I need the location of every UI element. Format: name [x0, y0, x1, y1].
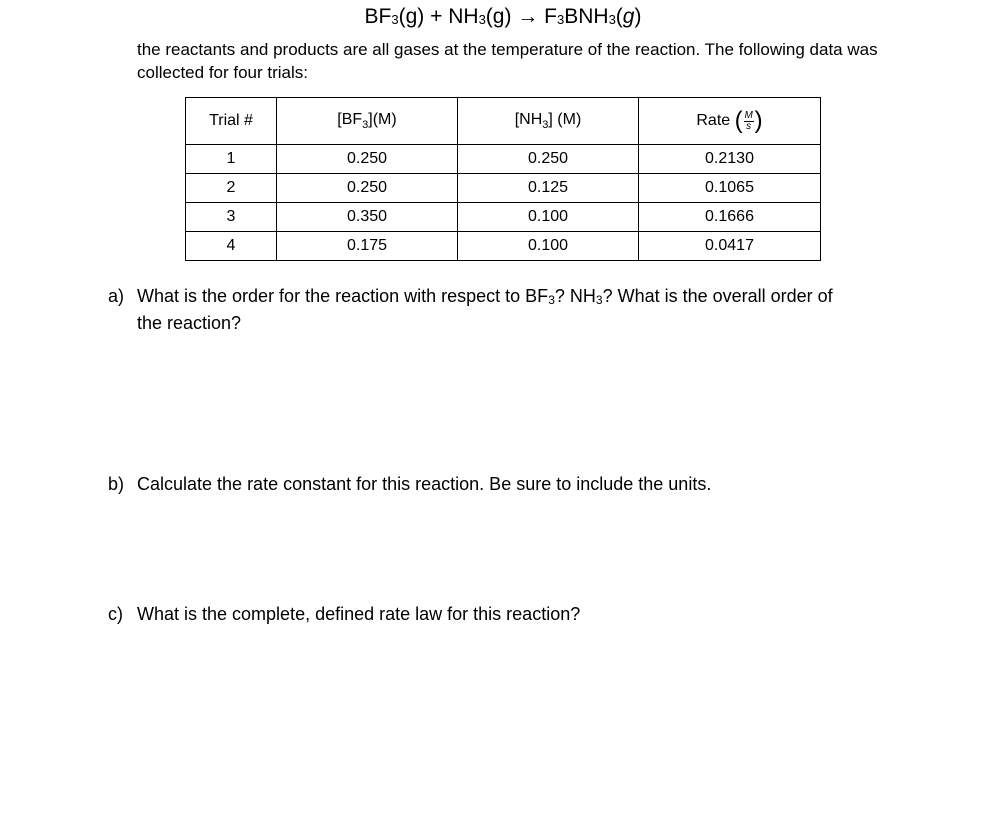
cell-nh3: 0.125	[458, 174, 639, 203]
table-row	[186, 232, 821, 261]
header-rate-text: Rate	[696, 112, 731, 130]
cell-bf3: 0.250	[277, 145, 458, 174]
reactant-nh3: NH	[448, 5, 479, 28]
cell-trial: 3	[186, 203, 277, 232]
question-text: Calculate the rate constant for this reaction. Be sure to include the units.	[137, 474, 712, 494]
paren: (	[615, 5, 623, 28]
cell-nh3: 0.100	[458, 203, 639, 232]
reaction-equation	[0, 2, 1006, 35]
cell-bf3: 0.250	[277, 174, 458, 203]
header-bf3-unit: ](M)	[368, 110, 397, 128]
cell-rate: 0.0417	[639, 232, 821, 261]
subscript: 3	[548, 293, 555, 307]
header-rate	[639, 98, 821, 145]
reactant-bf3: BF	[364, 5, 392, 28]
question-text-part: What is the order for the reaction with respect to BF	[137, 286, 549, 306]
fraction-denominator: s	[746, 120, 752, 132]
cell-trial: 1	[186, 145, 277, 174]
subscript: 3	[391, 12, 399, 27]
question-a	[108, 285, 928, 335]
subscript: 3	[542, 119, 549, 132]
subscript: 3	[608, 12, 616, 27]
header-trial: Trial #	[186, 98, 277, 145]
cell-rate: 0.1065	[639, 174, 821, 203]
paren: )	[634, 5, 642, 28]
paren-close: )	[754, 107, 763, 134]
header-nh3-text: [NH	[514, 110, 543, 128]
cell-rate: 0.2130	[639, 145, 821, 174]
state-label: g	[622, 5, 635, 28]
cell-bf3: 0.175	[277, 232, 458, 261]
question-label: b)	[108, 474, 125, 494]
state-label: (g)	[485, 5, 512, 28]
rate-unit-fraction	[744, 111, 754, 132]
header-bf3-text: [BF	[337, 110, 363, 128]
subscript: 3	[556, 12, 565, 27]
product-mid: BNH	[564, 5, 609, 28]
header-nh3-unit: ] (M)	[548, 110, 582, 128]
table-row	[186, 145, 821, 174]
question-label: a)	[108, 286, 125, 306]
intro-paragraph: the reactants and products are all gases at the temperature of the reaction. The following data was collected for four trials:	[137, 40, 878, 82]
data-table	[185, 97, 821, 261]
subscript: 3	[362, 119, 369, 132]
cell-nh3: 0.250	[458, 145, 639, 174]
question-text: What is the complete, defined rate law for this reaction?	[137, 604, 581, 624]
table-row	[186, 174, 821, 203]
cell-rate: 0.1666	[639, 203, 821, 232]
cell-trial: 4	[186, 232, 277, 261]
product-f3bnh3: F	[544, 5, 557, 28]
cell-bf3: 0.350	[277, 203, 458, 232]
state-label: (g)	[398, 5, 425, 28]
header-bf3	[277, 98, 458, 145]
question-b	[108, 473, 928, 496]
cell-nh3: 0.100	[458, 232, 639, 261]
paren-open: (	[734, 107, 743, 134]
table-row	[186, 203, 821, 232]
question-text-part: ? What is the overall order of	[602, 286, 833, 306]
header-nh3	[458, 98, 639, 145]
question-label: c)	[108, 604, 123, 624]
cell-trial: 2	[186, 174, 277, 203]
question-text-part: ? NH	[554, 286, 596, 306]
table-header-row	[186, 98, 821, 145]
plus-sign: +	[430, 5, 443, 28]
question-text	[137, 286, 833, 306]
fraction-numerator: M	[744, 109, 753, 121]
subscript: 3	[595, 293, 603, 307]
question-c	[108, 603, 928, 626]
question-text-continued: the reaction?	[137, 313, 242, 333]
subscript: 3	[478, 12, 486, 27]
reaction-arrow: →	[517, 5, 539, 28]
